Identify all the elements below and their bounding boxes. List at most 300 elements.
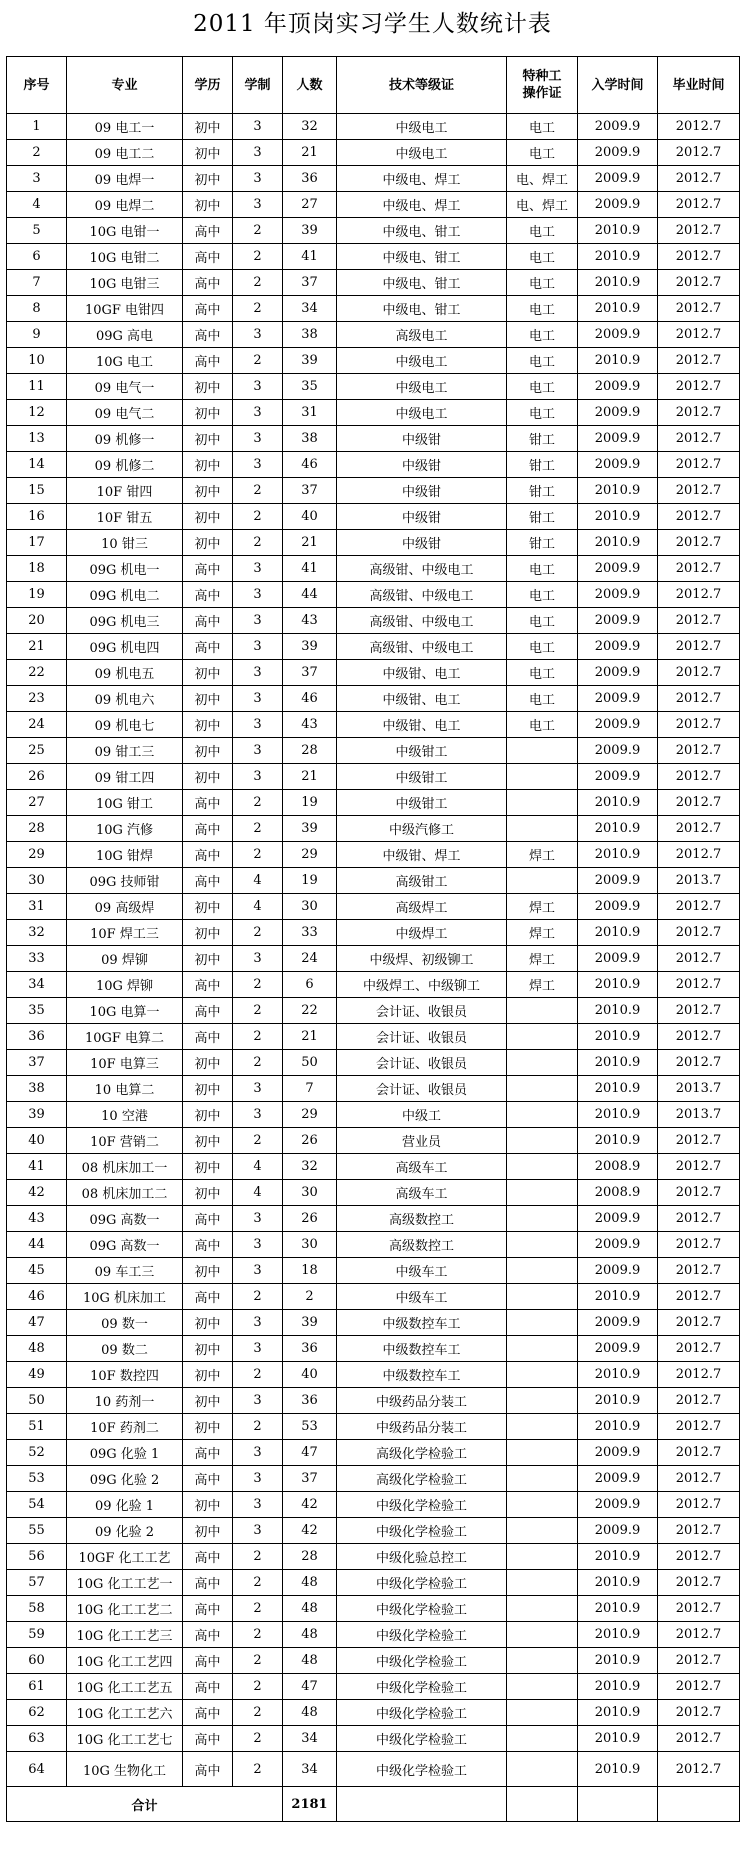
cell-serial: 24 — [7, 712, 67, 738]
cell-serial: 64 — [7, 1752, 67, 1787]
cell-duration: 2 — [233, 244, 283, 270]
cell-graduation-date: 2012.7 — [658, 1388, 740, 1414]
cell-special-certificate — [507, 1700, 578, 1726]
cell-serial: 5 — [7, 218, 67, 244]
cell-duration: 3 — [233, 1310, 283, 1336]
cell-count: 32 — [283, 1154, 337, 1180]
cell-major: 10G 电算一 — [67, 998, 183, 1024]
cell-education: 初中 — [183, 1050, 233, 1076]
cell-enrollment-date: 2009.9 — [578, 400, 658, 426]
table-row — [7, 1258, 740, 1284]
cell-education: 高中 — [183, 218, 233, 244]
cell-education: 初中 — [183, 166, 233, 192]
cell-duration: 2 — [233, 1362, 283, 1388]
table-row — [7, 842, 740, 868]
total-count: 2181 — [283, 1787, 337, 1822]
cell-duration: 3 — [233, 608, 283, 634]
cell-graduation-date: 2012.7 — [658, 1154, 740, 1180]
cell-duration: 3 — [233, 556, 283, 582]
cell-skill-certificate: 中级车工 — [337, 1258, 507, 1284]
cell-major: 10G 电钳一 — [67, 218, 183, 244]
total-row — [7, 1787, 740, 1822]
cell-serial: 50 — [7, 1388, 67, 1414]
cell-duration: 2 — [233, 270, 283, 296]
cell-enrollment-date: 2010.9 — [578, 244, 658, 270]
table-row — [7, 998, 740, 1024]
cell-enrollment-date: 2009.9 — [578, 1440, 658, 1466]
cell-serial: 48 — [7, 1336, 67, 1362]
table-row — [7, 712, 740, 738]
cell-skill-certificate: 中级钳 — [337, 426, 507, 452]
cell-education: 初中 — [183, 1128, 233, 1154]
cell-graduation-date: 2012.7 — [658, 816, 740, 842]
cell-graduation-date: 2012.7 — [658, 1284, 740, 1310]
cell-duration: 2 — [233, 972, 283, 998]
cell-skill-certificate: 中级电工 — [337, 348, 507, 374]
cell-education: 高中 — [183, 790, 233, 816]
cell-skill-certificate: 营业员 — [337, 1128, 507, 1154]
cell-graduation-date: 2012.7 — [658, 1414, 740, 1440]
cell-serial: 43 — [7, 1206, 67, 1232]
cell-graduation-date: 2012.7 — [658, 348, 740, 374]
cell-enrollment-date: 2009.9 — [578, 660, 658, 686]
cell-skill-certificate: 中级化验总控工 — [337, 1544, 507, 1570]
cell-enrollment-date: 2010.9 — [578, 1700, 658, 1726]
cell-skill-certificate: 中级钳工 — [337, 790, 507, 816]
cell-enrollment-date: 2010.9 — [578, 1752, 658, 1787]
cell-education: 初中 — [183, 920, 233, 946]
cell-enrollment-date: 2009.9 — [578, 608, 658, 634]
cell-count: 29 — [283, 1102, 337, 1128]
cell-graduation-date: 2012.7 — [658, 1362, 740, 1388]
table-row — [7, 114, 740, 140]
cell-graduation-date: 2012.7 — [658, 1232, 740, 1258]
cell-graduation-date: 2012.7 — [658, 738, 740, 764]
cell-count: 47 — [283, 1674, 337, 1700]
cell-education: 初中 — [183, 374, 233, 400]
cell-graduation-date: 2012.7 — [658, 920, 740, 946]
cell-count: 48 — [283, 1648, 337, 1674]
cell-major: 10G 机床加工 — [67, 1284, 183, 1310]
cell-special-certificate — [507, 1544, 578, 1570]
cell-skill-certificate: 高级车工 — [337, 1154, 507, 1180]
table-row — [7, 1466, 740, 1492]
cell-count: 53 — [283, 1414, 337, 1440]
cell-serial: 59 — [7, 1622, 67, 1648]
cell-serial: 49 — [7, 1362, 67, 1388]
cell-count: 19 — [283, 790, 337, 816]
cell-enrollment-date: 2009.9 — [578, 894, 658, 920]
cell-count: 48 — [283, 1622, 337, 1648]
cell-enrollment-date: 2010.9 — [578, 1622, 658, 1648]
table-row — [7, 1544, 740, 1570]
cell-special-certificate: 电工 — [507, 608, 578, 634]
cell-enrollment-date: 2009.9 — [578, 426, 658, 452]
cell-special-certificate: 钳工 — [507, 478, 578, 504]
cell-major: 09G 机电二 — [67, 582, 183, 608]
cell-count: 31 — [283, 400, 337, 426]
cell-major: 10GF 电算二 — [67, 1024, 183, 1050]
cell-skill-certificate: 中级钳、电工 — [337, 686, 507, 712]
cell-enrollment-date: 2010.9 — [578, 790, 658, 816]
cell-count: 44 — [283, 582, 337, 608]
cell-education: 初中 — [183, 400, 233, 426]
cell-education: 初中 — [183, 1310, 233, 1336]
cell-count: 19 — [283, 868, 337, 894]
cell-duration: 2 — [233, 1700, 283, 1726]
cell-serial: 44 — [7, 1232, 67, 1258]
cell-education: 高中 — [183, 1206, 233, 1232]
cell-duration: 3 — [233, 764, 283, 790]
cell-major: 10G 钳焊 — [67, 842, 183, 868]
table-row — [7, 660, 740, 686]
cell-skill-certificate: 高级化学检验工 — [337, 1440, 507, 1466]
cell-skill-certificate: 中级化学检验工 — [337, 1700, 507, 1726]
cell-special-certificate — [507, 1310, 578, 1336]
cell-duration: 3 — [233, 686, 283, 712]
cell-count: 36 — [283, 1336, 337, 1362]
cell-graduation-date: 2012.7 — [658, 1570, 740, 1596]
table-row — [7, 868, 740, 894]
cell-major: 09 焊铆 — [67, 946, 183, 972]
cell-major: 09G 高电 — [67, 322, 183, 348]
cell-count: 34 — [283, 1752, 337, 1787]
cell-enrollment-date: 2009.9 — [578, 738, 658, 764]
cell-duration: 2 — [233, 478, 283, 504]
cell-count: 39 — [283, 634, 337, 660]
cell-education: 高中 — [183, 1544, 233, 1570]
cell-enrollment-date: 2010.9 — [578, 1362, 658, 1388]
cell-special-certificate: 电工 — [507, 140, 578, 166]
cell-major: 09 机电六 — [67, 686, 183, 712]
cell-graduation-date: 2012.7 — [658, 1596, 740, 1622]
cell-serial: 47 — [7, 1310, 67, 1336]
cell-special-certificate: 电工 — [507, 660, 578, 686]
cell-education: 初中 — [183, 764, 233, 790]
cell-education: 高中 — [183, 1596, 233, 1622]
cell-skill-certificate: 中级钳 — [337, 504, 507, 530]
cell-graduation-date: 2013.7 — [658, 868, 740, 894]
cell-education: 初中 — [183, 1518, 233, 1544]
cell-major: 10F 营销二 — [67, 1128, 183, 1154]
cell-skill-certificate: 高级焊工 — [337, 894, 507, 920]
cell-special-certificate — [507, 1180, 578, 1206]
cell-count: 48 — [283, 1596, 337, 1622]
table-row — [7, 192, 740, 218]
cell-skill-certificate: 高级数控工 — [337, 1206, 507, 1232]
header-skill-certificate: 技术等级证 — [337, 57, 507, 114]
cell-duration: 3 — [233, 634, 283, 660]
cell-count: 32 — [283, 114, 337, 140]
cell-enrollment-date: 2008.9 — [578, 1180, 658, 1206]
cell-count: 34 — [283, 1726, 337, 1752]
cell-count: 21 — [283, 764, 337, 790]
cell-skill-certificate: 中级药品分装工 — [337, 1414, 507, 1440]
table-row — [7, 322, 740, 348]
cell-graduation-date: 2012.7 — [658, 504, 740, 530]
cell-education: 高中 — [183, 1648, 233, 1674]
cell-graduation-date: 2012.7 — [658, 114, 740, 140]
cell-major: 09 机修一 — [67, 426, 183, 452]
cell-enrollment-date: 2009.9 — [578, 1206, 658, 1232]
total-empty-cell — [578, 1787, 658, 1822]
cell-skill-certificate: 高级电工 — [337, 322, 507, 348]
cell-count: 46 — [283, 686, 337, 712]
cell-serial: 51 — [7, 1414, 67, 1440]
cell-duration: 2 — [233, 296, 283, 322]
cell-graduation-date: 2012.7 — [658, 452, 740, 478]
cell-graduation-date: 2012.7 — [658, 140, 740, 166]
cell-special-certificate: 电、焊工 — [507, 166, 578, 192]
cell-skill-certificate: 中级车工 — [337, 1284, 507, 1310]
cell-skill-certificate: 中级电、钳工 — [337, 270, 507, 296]
cell-skill-certificate: 中级电、焊工 — [337, 166, 507, 192]
cell-education: 高中 — [183, 868, 233, 894]
cell-education: 初中 — [183, 738, 233, 764]
cell-count: 48 — [283, 1570, 337, 1596]
cell-education: 初中 — [183, 1336, 233, 1362]
cell-education: 初中 — [183, 114, 233, 140]
cell-education: 初中 — [183, 426, 233, 452]
header-special-operation-certificate: 特种工 操作证 — [507, 57, 578, 114]
cell-serial: 29 — [7, 842, 67, 868]
cell-graduation-date: 2012.7 — [658, 1700, 740, 1726]
cell-graduation-date: 2012.7 — [658, 1518, 740, 1544]
cell-enrollment-date: 2010.9 — [578, 270, 658, 296]
cell-special-certificate — [507, 1492, 578, 1518]
table-row — [7, 920, 740, 946]
cell-special-certificate: 电工 — [507, 114, 578, 140]
cell-skill-certificate: 中级电工 — [337, 114, 507, 140]
header-major: 专业 — [67, 57, 183, 114]
cell-graduation-date: 2012.7 — [658, 530, 740, 556]
cell-graduation-date: 2012.7 — [658, 478, 740, 504]
cell-skill-certificate: 高级数控工 — [337, 1232, 507, 1258]
cell-graduation-date: 2012.7 — [658, 1752, 740, 1787]
cell-major: 10G 电钳三 — [67, 270, 183, 296]
cell-education: 高中 — [183, 1726, 233, 1752]
cell-major: 09 化验 1 — [67, 1492, 183, 1518]
cell-count: 6 — [283, 972, 337, 998]
cell-enrollment-date: 2008.9 — [578, 1154, 658, 1180]
cell-serial: 12 — [7, 400, 67, 426]
cell-enrollment-date: 2009.9 — [578, 868, 658, 894]
cell-major: 09 车工三 — [67, 1258, 183, 1284]
cell-major: 09 钳工三 — [67, 738, 183, 764]
cell-skill-certificate: 中级化学检验工 — [337, 1648, 507, 1674]
cell-skill-certificate: 中级电工 — [337, 374, 507, 400]
cell-special-certificate — [507, 1362, 578, 1388]
cell-graduation-date: 2012.7 — [658, 894, 740, 920]
cell-enrollment-date: 2010.9 — [578, 348, 658, 374]
cell-duration: 3 — [233, 1076, 283, 1102]
cell-major: 10G 钳工 — [67, 790, 183, 816]
cell-major: 09 机电七 — [67, 712, 183, 738]
cell-education: 高中 — [183, 1674, 233, 1700]
cell-major: 09 化验 2 — [67, 1518, 183, 1544]
table-header-row — [7, 57, 740, 114]
cell-special-certificate: 电工 — [507, 582, 578, 608]
cell-enrollment-date: 2010.9 — [578, 1284, 658, 1310]
cell-graduation-date: 2012.7 — [658, 1648, 740, 1674]
cell-serial: 45 — [7, 1258, 67, 1284]
cell-count: 46 — [283, 452, 337, 478]
cell-serial: 38 — [7, 1076, 67, 1102]
cell-count: 39 — [283, 218, 337, 244]
table-row — [7, 1752, 740, 1787]
table-row — [7, 946, 740, 972]
cell-count: 30 — [283, 894, 337, 920]
cell-enrollment-date: 2009.9 — [578, 140, 658, 166]
cell-graduation-date: 2012.7 — [658, 972, 740, 998]
cell-count: 30 — [283, 1180, 337, 1206]
cell-major: 10 空港 — [67, 1102, 183, 1128]
cell-major: 10G 化工工艺一 — [67, 1570, 183, 1596]
cell-education: 初中 — [183, 712, 233, 738]
table-row — [7, 400, 740, 426]
cell-graduation-date: 2012.7 — [658, 1492, 740, 1518]
cell-skill-certificate: 中级汽修工 — [337, 816, 507, 842]
cell-serial: 61 — [7, 1674, 67, 1700]
cell-enrollment-date: 2009.9 — [578, 1466, 658, 1492]
cell-special-certificate — [507, 1466, 578, 1492]
cell-count: 48 — [283, 1700, 337, 1726]
cell-education: 初中 — [183, 140, 233, 166]
cell-skill-certificate: 中级化学检验工 — [337, 1518, 507, 1544]
cell-special-certificate — [507, 1674, 578, 1700]
cell-special-certificate: 电工 — [507, 322, 578, 348]
cell-major: 09G 机电一 — [67, 556, 183, 582]
cell-major: 09G 高数一 — [67, 1232, 183, 1258]
cell-enrollment-date: 2009.9 — [578, 1310, 658, 1336]
cell-count: 43 — [283, 712, 337, 738]
table-row — [7, 218, 740, 244]
cell-major: 09 数一 — [67, 1310, 183, 1336]
cell-education: 高中 — [183, 1622, 233, 1648]
cell-skill-certificate: 高级钳、中级电工 — [337, 556, 507, 582]
cell-major: 09 机修二 — [67, 452, 183, 478]
cell-special-certificate: 焊工 — [507, 842, 578, 868]
cell-count: 36 — [283, 166, 337, 192]
cell-duration: 2 — [233, 530, 283, 556]
cell-major: 10F 钳五 — [67, 504, 183, 530]
cell-duration: 2 — [233, 816, 283, 842]
cell-serial: 10 — [7, 348, 67, 374]
cell-major: 10G 化工工艺二 — [67, 1596, 183, 1622]
cell-special-certificate — [507, 868, 578, 894]
cell-skill-certificate: 会计证、收银员 — [337, 1050, 507, 1076]
cell-serial: 7 — [7, 270, 67, 296]
table-row — [7, 1128, 740, 1154]
cell-education: 初中 — [183, 686, 233, 712]
cell-serial: 6 — [7, 244, 67, 270]
cell-special-certificate — [507, 1232, 578, 1258]
cell-graduation-date: 2012.7 — [658, 1258, 740, 1284]
table-row — [7, 1518, 740, 1544]
cell-enrollment-date: 2010.9 — [578, 530, 658, 556]
cell-serial: 17 — [7, 530, 67, 556]
cell-duration: 2 — [233, 1570, 283, 1596]
cell-special-certificate: 电工 — [507, 270, 578, 296]
total-empty-cell — [337, 1787, 507, 1822]
cell-serial: 14 — [7, 452, 67, 478]
cell-special-certificate — [507, 1518, 578, 1544]
cell-education: 初中 — [183, 452, 233, 478]
cell-education: 高中 — [183, 244, 233, 270]
cell-special-certificate — [507, 1258, 578, 1284]
cell-serial: 60 — [7, 1648, 67, 1674]
cell-serial: 34 — [7, 972, 67, 998]
cell-major: 09 电气一 — [67, 374, 183, 400]
cell-education: 高中 — [183, 972, 233, 998]
cell-skill-certificate: 高级钳、中级电工 — [337, 634, 507, 660]
cell-education: 初中 — [183, 1154, 233, 1180]
cell-graduation-date: 2012.7 — [658, 842, 740, 868]
cell-serial: 16 — [7, 504, 67, 530]
cell-major: 10G 化工工艺五 — [67, 1674, 183, 1700]
cell-major: 09 电气二 — [67, 400, 183, 426]
header-education: 学历 — [183, 57, 233, 114]
cell-major: 10G 焊铆 — [67, 972, 183, 998]
cell-education: 高中 — [183, 1284, 233, 1310]
cell-graduation-date: 2012.7 — [658, 1466, 740, 1492]
cell-education: 初中 — [183, 894, 233, 920]
cell-serial: 41 — [7, 1154, 67, 1180]
cell-serial: 9 — [7, 322, 67, 348]
cell-special-certificate — [507, 790, 578, 816]
cell-duration: 4 — [233, 894, 283, 920]
cell-major: 09 机电五 — [67, 660, 183, 686]
cell-education: 高中 — [183, 1440, 233, 1466]
cell-special-certificate: 电工 — [507, 218, 578, 244]
cell-major: 10GF 电钳四 — [67, 296, 183, 322]
cell-graduation-date: 2012.7 — [658, 218, 740, 244]
cell-education: 高中 — [183, 1232, 233, 1258]
cell-skill-certificate: 中级化学检验工 — [337, 1622, 507, 1648]
cell-graduation-date: 2012.7 — [658, 244, 740, 270]
cell-education: 初中 — [183, 1388, 233, 1414]
cell-skill-certificate: 中级化学检验工 — [337, 1492, 507, 1518]
table-row — [7, 1050, 740, 1076]
cell-enrollment-date: 2010.9 — [578, 1050, 658, 1076]
cell-skill-certificate: 会计证、收银员 — [337, 1076, 507, 1102]
cell-serial: 33 — [7, 946, 67, 972]
document-title: 2011 年顶岗实习学生人数统计表 — [193, 11, 552, 37]
cell-serial: 28 — [7, 816, 67, 842]
cell-duration: 2 — [233, 1414, 283, 1440]
cell-graduation-date: 2012.7 — [658, 1726, 740, 1752]
cell-serial: 19 — [7, 582, 67, 608]
header-duration: 学制 — [233, 57, 283, 114]
cell-duration: 3 — [233, 1518, 283, 1544]
cell-count: 33 — [283, 920, 337, 946]
cell-count: 36 — [283, 1388, 337, 1414]
cell-enrollment-date: 2010.9 — [578, 1570, 658, 1596]
cell-major: 10 钳三 — [67, 530, 183, 556]
cell-graduation-date: 2013.7 — [658, 1102, 740, 1128]
cell-special-certificate — [507, 1622, 578, 1648]
table-row — [7, 1102, 740, 1128]
cell-graduation-date: 2012.7 — [658, 1180, 740, 1206]
table-row — [7, 140, 740, 166]
table-row — [7, 1336, 740, 1362]
table-row — [7, 1674, 740, 1700]
table-row — [7, 1154, 740, 1180]
cell-graduation-date: 2012.7 — [658, 712, 740, 738]
cell-education: 高中 — [183, 270, 233, 296]
cell-special-certificate — [507, 1128, 578, 1154]
cell-major: 10GF 化工工艺 — [67, 1544, 183, 1570]
